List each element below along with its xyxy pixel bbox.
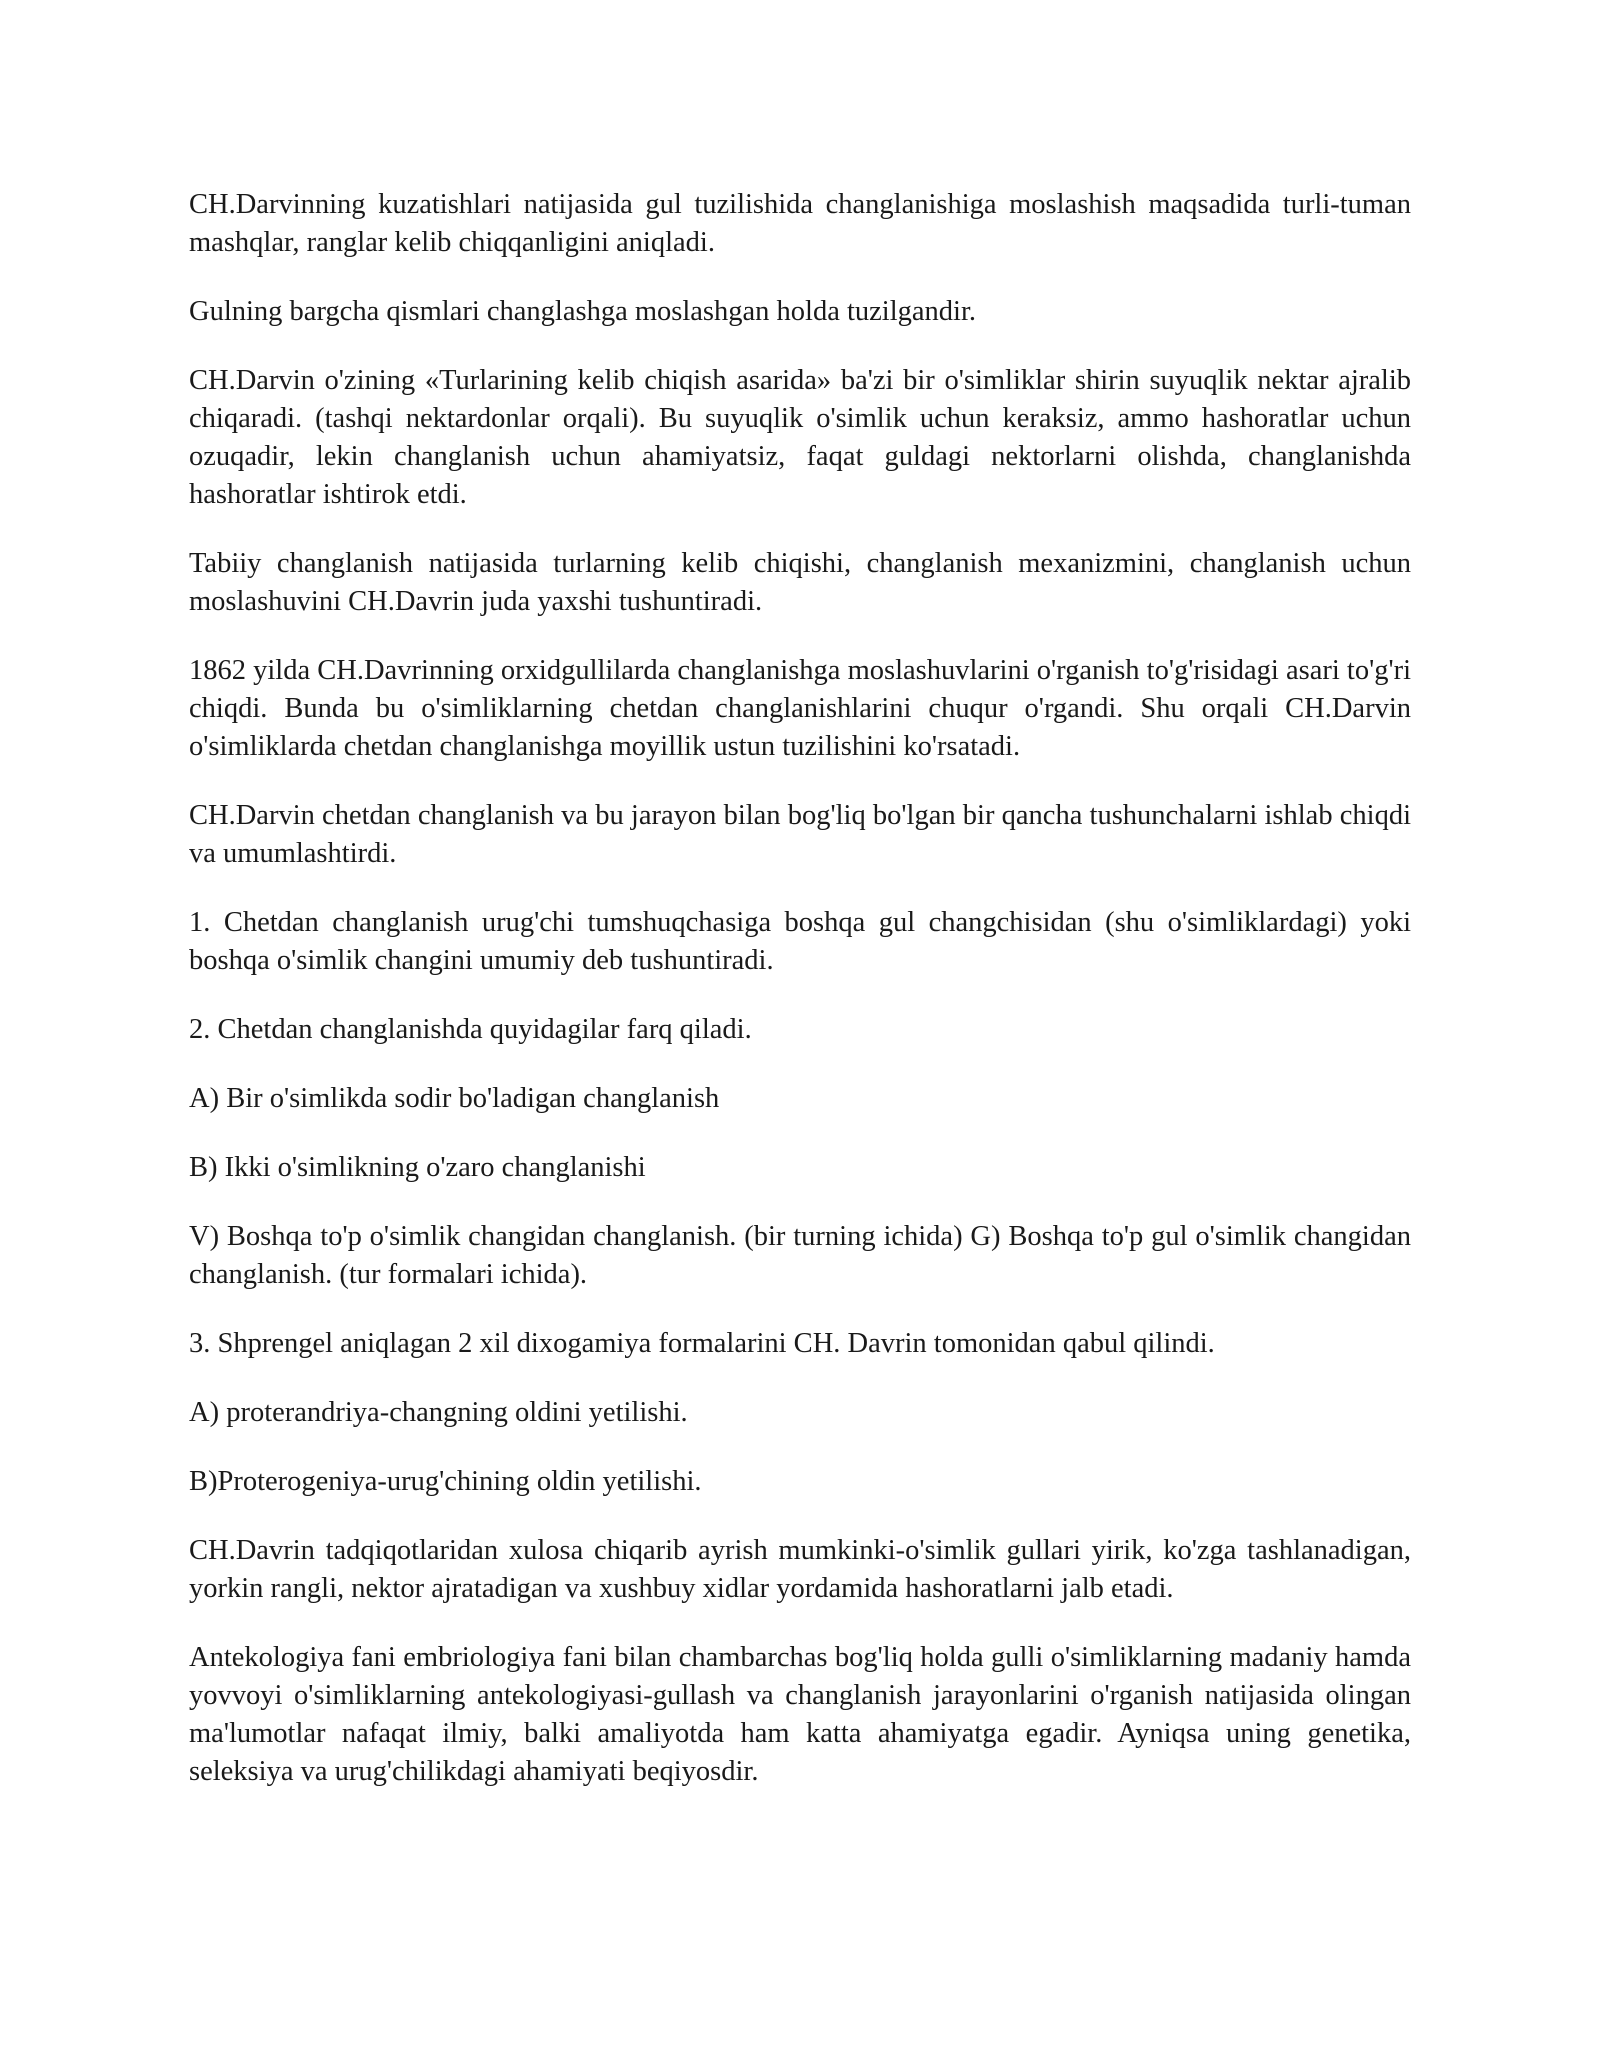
paragraph-8: 2. Chetdan changlanishda quyidagilar farq qiladi. xyxy=(189,1014,752,1045)
paragraph-4: Tabiiy changlanish natijasida turlarning kelib chiqishi, changlanish mexanizmini, changlanish uchun moslashuvini CH.Davrin juda yaxshi tushuntiradi. xyxy=(189,548,1411,617)
paragraph-13: A) proterandriya-changning oldini yetilishi. xyxy=(189,1397,688,1428)
paragraph-11: V) Boshqa to'p o'simlik changidan changlanish. (bir turning ichida) G) Boshqa to'p gul o'simlik changidan changlanish. (tur formalari ichida). xyxy=(189,1221,1411,1290)
paragraph-14: B)Proterogeniya-urug'chining oldin yetilishi. xyxy=(189,1466,702,1497)
document-body xyxy=(189,186,1411,1822)
paragraph-12: 3. Shprengel aniqlagan 2 xil dixogamiya formalarini CH. Davrin tomonidan qabul qilindi. xyxy=(189,1328,1215,1359)
paragraph-15: CH.Davrin tadqiqotlaridan xulosa chiqarib ayrish mumkinki-o'simlik gullari yirik, ko'zga tashlanadigan, yorkin rangli, nektor ajratadigan va xushbuy xidlar yordamida hashoratlarni jalb etadi. xyxy=(189,1535,1411,1604)
paragraph-7: 1. Chetdan changlanish urug'chi tumshuqchasiga boshqa gul changchisidan (shu o'simliklardagi) yoki boshqa o'simlik changini umumiy deb tushuntiradi. xyxy=(189,907,1411,976)
paragraph-1: CH.Darvinning kuzatishlari natijasida gul tuzilishida changlanishiga moslashish maqsadida turli-tuman mashqlar, ranglar kelib chiqqanligini aniqladi. xyxy=(189,189,1411,258)
paragraph-16: Antekologiya fani embriologiya fani bilan chambarchas bog'liq holda gulli o'simliklarning madaniy hamda yovvoyi o'simliklarning antekologiyasi-gullash va changlanish jarayonlarini o'rganish natijasida olingan ma'lumotlar nafaqat ilmiy, balki amaliyotda ham katta ahamiyatga egadir. Ayniqsa uning genetika, seleksiya va urug'chilikdagi ahamiyati beqiyosdir. xyxy=(189,1642,1411,1787)
paragraph-10: B) Ikki o'simlikning o'zaro changlanishi xyxy=(189,1152,646,1183)
paragraph-3: CH.Darvin o'zining «Turlarining kelib chiqish asarida» ba'zi bir o'simliklar shirin suyuqlik nektar ajralib chiqaradi. (tashqi nektardonlar orqali). Bu suyuqlik o'simlik uchun keraksiz, ammo hashoratlar uchun ozuqadir, lekin changlanish uchun ahamiyatsiz, faqat guldagi nektorlarni olishda, changlanishda hashoratlar ishtirok etdi. xyxy=(189,365,1411,510)
paragraph-6: CH.Darvin chetdan changlanish va bu jarayon bilan bog'liq bo'lgan bir qancha tushunchalarni ishlab chiqdi va umumlashtirdi. xyxy=(189,800,1411,869)
paragraph-2: Gulning bargcha qismlari changlashga moslashgan holda tuzilgandir. xyxy=(189,296,977,327)
paragraph-9: A) Bir o'simlikda sodir bo'ladigan changlanish xyxy=(189,1083,720,1114)
paragraph-5: 1862 yilda CH.Davrinning orxidgullilarda changlanishga moslashuvlarini o'rganish to'g'risidagi asari to'g'ri chiqdi. Bunda bu o'simliklarning chetdan changlanishlarini chuqur o'rgandi. Shu orqali CH.Darvin o'simliklarda chetdan changlanishga moyillik ustun tuzilishini ko'rsatadi. xyxy=(189,655,1411,762)
